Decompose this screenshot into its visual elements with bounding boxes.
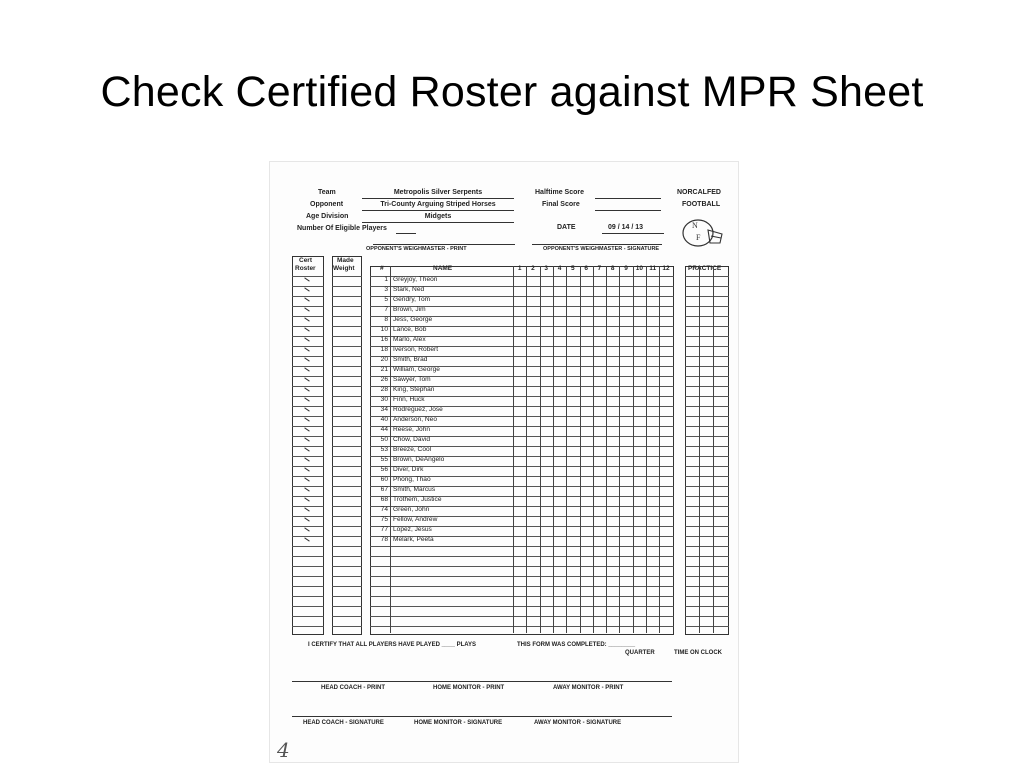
quarter-divider <box>646 266 647 633</box>
practice-column <box>685 266 729 635</box>
player-name: Smith, Brad <box>393 356 428 363</box>
cert-row-line <box>292 416 324 417</box>
player-number: 7 <box>384 306 388 313</box>
player-number: 40 <box>380 416 388 423</box>
player-number: 77 <box>380 526 388 533</box>
player-row-line <box>370 606 674 607</box>
cert-row-line <box>292 456 324 457</box>
weight-row-line <box>332 296 362 297</box>
player-number: 67 <box>380 486 388 493</box>
weight-row-line <box>332 406 362 407</box>
weight-row-line <box>332 486 362 487</box>
player-number: 3 <box>384 286 388 293</box>
practice-divider <box>713 266 714 633</box>
player-number: 53 <box>380 446 388 453</box>
practice-row-line <box>685 506 729 507</box>
practice-row-line <box>685 486 729 487</box>
weight-row-line <box>332 556 362 557</box>
weight-row-line <box>332 316 362 317</box>
cert-row-line <box>292 576 324 577</box>
weight-row-line <box>332 326 362 327</box>
player-name: Lance, Bob <box>393 326 427 333</box>
quarter-header: 1 <box>517 265 522 272</box>
practice-row-line <box>685 556 729 557</box>
player-name: Gendry, Tom <box>393 296 431 303</box>
player-name: Finn, Huck <box>393 396 425 403</box>
weight-row-line <box>332 416 362 417</box>
practice-row-line <box>685 476 729 477</box>
player-number: 20 <box>380 356 388 363</box>
player-number: 34 <box>380 406 388 413</box>
player-name: Trothem, Justice <box>393 496 442 503</box>
player-name: Melark, Peeta <box>393 536 434 543</box>
weight-row-line <box>332 466 362 467</box>
player-name: Anderson, Neo <box>393 416 437 423</box>
weight-row-line <box>332 576 362 577</box>
quarter-header: 8 <box>610 265 615 272</box>
practice-row-line <box>685 346 729 347</box>
quarter-label: QUARTER <box>625 650 655 656</box>
cert-row-line <box>292 306 324 307</box>
quarter-divider <box>566 266 567 633</box>
player-name: Lopez, Jesus <box>393 526 432 533</box>
number-divider <box>390 266 391 633</box>
age-division-label: Age Division <box>306 213 349 220</box>
name-divider <box>513 266 514 633</box>
practice-row-line <box>685 566 729 567</box>
player-row-line <box>370 576 674 577</box>
player-row-line <box>370 556 674 557</box>
practice-row-line <box>685 336 729 337</box>
quarter-header: 5 <box>571 265 575 272</box>
practice-row-line <box>685 396 729 397</box>
away-monitor-print-label: AWAY MONITOR - PRINT <box>553 685 624 691</box>
weight-row-line <box>332 516 362 517</box>
quarter-divider <box>540 266 541 633</box>
number-header: # <box>380 265 384 272</box>
weight-row-line <box>332 476 362 477</box>
quarter-header: 12 <box>662 265 670 272</box>
cert-row-line <box>292 596 324 597</box>
weight-row-line <box>332 366 362 367</box>
quarter-divider <box>619 266 620 633</box>
player-number: 5 <box>384 296 388 303</box>
weight-row-line <box>332 286 362 287</box>
weighmaster-print-label: OPPONENT'S WEIGHMASTER - PRINT <box>366 246 467 252</box>
practice-row-line <box>685 326 729 327</box>
player-name: Chow, David <box>393 436 431 443</box>
player-name: Phong, Thao <box>393 476 431 483</box>
practice-row-line <box>685 386 729 387</box>
weight-row-line <box>332 436 362 437</box>
player-row-line <box>370 546 674 547</box>
weight-row-line <box>332 606 362 607</box>
cert-row-line <box>292 466 324 467</box>
quarter-divider <box>526 266 527 633</box>
player-number: 50 <box>380 436 388 443</box>
weight-row-line <box>332 496 362 497</box>
practice-header: PRACTICE <box>688 265 722 272</box>
quarter-header: 3 <box>544 265 549 272</box>
player-number: 44 <box>380 426 388 433</box>
player-name: Brown, Jim <box>393 306 426 313</box>
cert-row-line <box>292 376 324 377</box>
practice-row-line <box>685 586 729 587</box>
head-coach-sig-label: HEAD COACH - SIGNATURE <box>303 720 384 726</box>
opponent-label: Opponent <box>310 201 344 208</box>
player-name: Diver, Dirk <box>393 466 424 473</box>
player-name: Reese, John <box>393 426 431 433</box>
svg-text:N: N <box>692 221 698 230</box>
team-value: Metropolis Silver Serpents <box>393 189 483 196</box>
player-name: Fellow, Andrew <box>393 516 438 523</box>
player-name: Sawyer, Tom <box>393 376 431 383</box>
quarter-divider <box>553 266 554 633</box>
cert-label: Cert <box>299 257 313 264</box>
practice-row-line <box>685 366 729 367</box>
weight-row-line <box>332 426 362 427</box>
player-row-line <box>370 626 674 627</box>
player-name: Brown, DeAngelo <box>393 456 445 463</box>
cert-row-line <box>292 526 324 527</box>
practice-row-line <box>685 376 729 377</box>
quarter-header: 6 <box>584 265 588 272</box>
cert-row-line <box>292 536 324 537</box>
halftime-label: Halftime Score <box>535 189 585 196</box>
practice-row-line <box>685 596 729 597</box>
practice-row-line <box>685 296 729 297</box>
weight-row-line <box>332 356 362 357</box>
player-number: 10 <box>380 326 388 333</box>
practice-row-line <box>685 276 729 277</box>
cert-row-line <box>292 486 324 487</box>
cert-row-line <box>292 276 324 277</box>
practice-row-line <box>685 456 729 457</box>
player-name: Greyjoy, Theon <box>393 276 438 283</box>
date-value: 09 / 14 / 13 <box>608 224 644 231</box>
cert-row-line <box>292 296 324 297</box>
head-coach-print-label: HEAD COACH - PRINT <box>321 685 385 691</box>
cert-row-line <box>292 556 324 557</box>
slide-title: Check Certified Roster against MPR Sheet <box>100 68 924 116</box>
player-name: Green, John <box>393 506 430 513</box>
practice-divider <box>699 266 700 633</box>
final-score-label: Final Score <box>542 201 580 208</box>
player-name: Marlo, Alex <box>393 336 426 343</box>
player-number: 1 <box>384 276 388 283</box>
cert-row-line <box>292 616 324 617</box>
player-number: 18 <box>380 346 388 353</box>
cert-row-line <box>292 626 324 627</box>
home-monitor-sig-label: HOME MONITOR - SIGNATURE <box>414 720 503 726</box>
cert-row-line <box>292 506 324 507</box>
cert-row-line <box>292 356 324 357</box>
player-number: 68 <box>380 496 388 503</box>
eligible-label: Number Of Eligible Players <box>297 225 387 232</box>
player-row-line <box>370 586 674 587</box>
cert-row-line <box>292 566 324 567</box>
player-number: 30 <box>380 396 388 403</box>
player-row-line <box>370 616 674 617</box>
roster-label: Roster <box>295 265 316 272</box>
practice-row-line <box>685 436 729 437</box>
quarter-divider <box>580 266 581 633</box>
player-number: 56 <box>380 466 388 473</box>
practice-row-line <box>685 626 729 627</box>
quarter-header: 7 <box>597 265 602 272</box>
cert-row-line <box>292 366 324 367</box>
cert-row-line <box>292 546 324 547</box>
team-label: Team <box>318 189 336 196</box>
cert-row-line <box>292 606 324 607</box>
weight-row-line <box>332 566 362 567</box>
away-monitor-sig-label: AWAY MONITOR - SIGNATURE <box>534 720 622 726</box>
weight-row-line <box>332 446 362 447</box>
cert-row-line <box>292 326 324 327</box>
cert-row-line <box>292 426 324 427</box>
weight-row-line <box>332 306 362 307</box>
age-division-value: Midgets <box>424 213 452 220</box>
practice-row-line <box>685 526 729 527</box>
player-number: 60 <box>380 476 388 483</box>
player-name: Rodreguez, Jose <box>393 406 443 413</box>
player-number: 16 <box>380 336 388 343</box>
quarter-header: 11 <box>649 265 657 272</box>
org-line1: NORCALFED <box>677 189 721 196</box>
cert-row-line <box>292 496 324 497</box>
practice-row-line <box>685 576 729 577</box>
weight-label: Weight <box>333 265 355 272</box>
player-number: 74 <box>380 506 388 513</box>
player-number: 26 <box>380 376 388 383</box>
quarter-header: 9 <box>624 265 628 272</box>
weight-row-line <box>332 506 362 507</box>
weighmaster-sig-label: OPPONENT'S WEIGHMASTER - SIGNATURE <box>543 246 660 252</box>
cert-row-line <box>292 406 324 407</box>
practice-row-line <box>685 416 729 417</box>
weight-row-line <box>332 376 362 377</box>
weight-row-line <box>332 336 362 337</box>
player-number: 78 <box>380 536 388 543</box>
player-number: 21 <box>380 366 388 373</box>
helmet-logo-icon <box>678 216 724 250</box>
quarter-divider <box>593 266 594 633</box>
practice-row-line <box>685 356 729 357</box>
weight-row-line <box>332 276 362 277</box>
cert-row-line <box>292 346 324 347</box>
weight-row-line <box>332 596 362 597</box>
player-name: King, Stephan <box>393 386 435 393</box>
cert-row-line <box>292 286 324 287</box>
certify-text: I CERTIFY THAT ALL PLAYERS HAVE PLAYED ____ PLAYS <box>308 642 477 648</box>
player-number: 8 <box>384 316 388 323</box>
player-row-line <box>370 596 674 597</box>
home-monitor-print-label: HOME MONITOR - PRINT <box>433 685 505 691</box>
made-label: Made <box>337 257 354 264</box>
completed-text: THIS FORM WAS COMPLETED: ________ <box>517 642 636 648</box>
quarter-header: 2 <box>531 265 535 272</box>
weight-row-line <box>332 536 362 537</box>
cert-row-line <box>292 386 324 387</box>
player-name: William, George <box>393 366 440 373</box>
player-name: Jess, George <box>393 316 433 323</box>
cert-row-line <box>292 516 324 517</box>
practice-row-line <box>685 426 729 427</box>
weight-row-line <box>332 346 362 347</box>
cert-row-line <box>292 436 324 437</box>
cert-row-line <box>292 396 324 397</box>
quarter-divider <box>659 266 660 633</box>
practice-row-line <box>685 516 729 517</box>
player-name: Iverson, Robert <box>393 346 439 353</box>
svg-text:F: F <box>696 233 701 242</box>
handwritten-page-number: 4 <box>277 738 290 762</box>
weight-row-line <box>332 456 362 457</box>
practice-row-line <box>685 316 729 317</box>
weight-row-line <box>332 616 362 617</box>
player-number: 75 <box>380 516 388 523</box>
practice-row-line <box>685 306 729 307</box>
weight-row-line <box>332 386 362 387</box>
practice-row-line <box>685 606 729 607</box>
quarter-header: 4 <box>557 265 562 272</box>
player-number: 55 <box>380 456 388 463</box>
cert-row-line <box>292 586 324 587</box>
player-name: Smith, Marcus <box>393 486 436 493</box>
practice-row-line <box>685 406 729 407</box>
weight-row-line <box>332 586 362 587</box>
weight-row-line <box>332 546 362 547</box>
quarter-header: 10 <box>635 265 643 272</box>
cert-row-line <box>292 446 324 447</box>
practice-row-line <box>685 466 729 467</box>
cert-row-line <box>292 476 324 477</box>
practice-row-line <box>685 496 729 497</box>
weight-row-line <box>332 626 362 627</box>
practice-row-line <box>685 546 729 547</box>
cert-row-line <box>292 336 324 337</box>
player-name: Breeze, Cool <box>393 446 432 453</box>
weight-row-line <box>332 396 362 397</box>
org-line2: FOOTBALL <box>682 201 721 208</box>
player-name: Stark, Ned <box>393 286 425 293</box>
time-on-clock-label: TIME ON CLOCK <box>674 650 722 656</box>
practice-row-line <box>685 616 729 617</box>
practice-row-line <box>685 286 729 287</box>
cert-row-line <box>292 316 324 317</box>
practice-row-line <box>685 446 729 447</box>
name-header: NAME <box>433 265 453 272</box>
mpr-sheet <box>270 162 738 762</box>
opponent-value: Tri-County Arguing Striped Horses <box>380 201 496 208</box>
date-label: DATE <box>557 224 576 231</box>
player-row-line <box>370 566 674 567</box>
player-number: 28 <box>380 386 388 393</box>
weight-row-line <box>332 526 362 527</box>
practice-row-line <box>685 536 729 537</box>
quarter-divider <box>633 266 634 633</box>
quarter-divider <box>606 266 607 633</box>
